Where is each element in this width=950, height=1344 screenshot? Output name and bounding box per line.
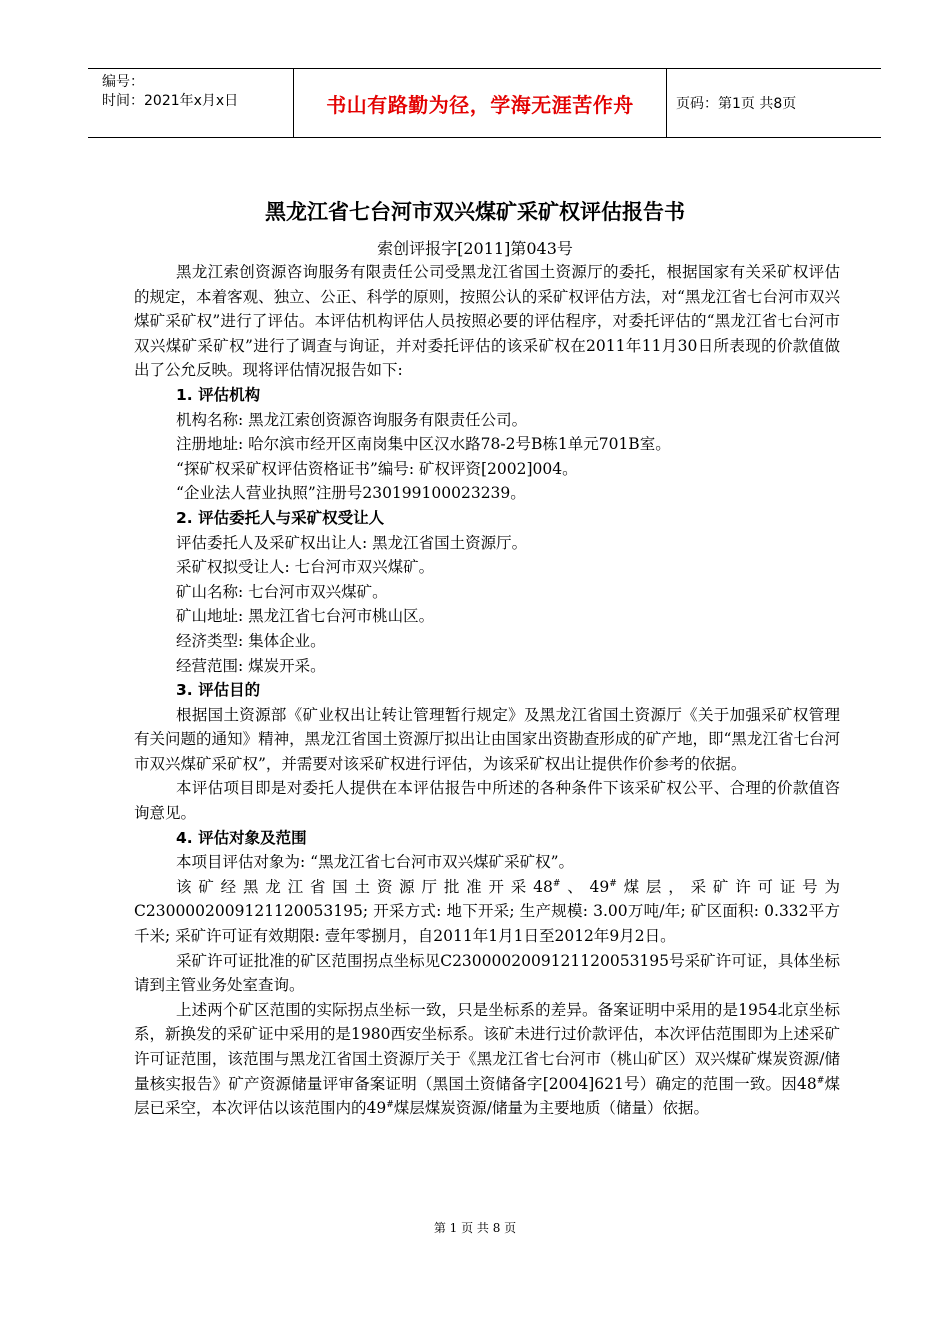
seam-mark: # [552, 878, 561, 889]
text-run: 煤层煤炭资源/储量为主要地质（储量）依据。 [393, 1099, 710, 1118]
seam-mark: # [816, 1075, 825, 1086]
body-paragraph [134, 875, 840, 949]
list-item: 采矿权拟受让人: 七台河市双兴煤矿。 [176, 558, 435, 577]
body-paragraph: 根据国土资源部《矿业权出让转让管理暂行规定》及黑龙江省国土资源厅《关于加强采矿权管理有关问题的通知》精神，黑龙江省国土资源厅拟出让由国家出资勘查形成的矿产地，即“黑龙江省七台河市双兴煤矿采矿权”，并需要对该采矿权进行评估，为该采矿权出让提供作价参考的依据。 [134, 705, 840, 773]
body-paragraph: 本评估项目即是对委托人提供在本评估报告中所述的各种条件下该采矿权公平、合理的价款值咨询意见。 [134, 779, 840, 823]
document-title: 黑龙江省七台河市双兴煤矿采矿权评估报告书 [265, 200, 685, 224]
list-item: “探矿权采矿权评估资格证书”编号: 矿权评资[2002]004。 [176, 459, 578, 478]
page-label: 页码：第1页 共8页 [676, 96, 797, 112]
motto: 书山有路勤为径，学海无涯苦作舟 [293, 69, 667, 137]
seam-mark: # [386, 1100, 394, 1111]
section-heading: 4. 评估对象及范围 [176, 828, 307, 847]
document-body [134, 260, 840, 1121]
text-run: 、49 [560, 877, 610, 896]
body-paragraph: 采矿许可证批准的矿区范围拐点坐标见C2300002009121120053195号采矿许可证，具体坐标请到主管业务处室查询。 [134, 951, 840, 995]
list-item: 经济类型: 集体企业。 [176, 631, 326, 650]
list-item: 注册地址: 哈尔滨市经开区南岗集中区汉水路78-2号B栋1单元701B室。 [176, 435, 671, 454]
text-run: 该矿经黑龙江省国土资源厅批准开采48 [176, 877, 553, 896]
seam-mark: # [609, 878, 617, 889]
list-item: 本项目评估对象为: “黑龙江省七台河市双兴煤矿采矿权”。 [176, 853, 574, 872]
list-item: 矿山名称: 七台河市双兴煤矿。 [176, 582, 388, 601]
text-run: 上述两个矿区范围的实际拐点坐标一致，只是坐标系的差异。备案证明中采用的是1954北京坐标系，新换发的采矿证中采用的是1980西安坐标系。该矿未进行过价款评估，本次评估范围即为上述采矿许可证范围，该范围与黑龙江省国土资源厅关于《黑龙江省七台河市（桃山矿区）双兴煤矿煤炭资源/储量核实报告》矿产资源储量评审备案证明（黑国土资储备字[2004]621号）确定的范围一致。因48 [134, 1000, 840, 1093]
text-run: 煤层，采矿许可证号为C2300002009121120053195; 开采方式: 地下开采; 生产规模: 3.00万吨/年; 矿区面积: 0.332平方千米; 采矿许可证有效期限: 壹年零捌月，自2011年1月1日至2012年9月2日。 [134, 877, 840, 946]
section-heading: 3. 评估目的 [176, 681, 261, 700]
header-meta [102, 73, 292, 111]
list-item: “企业法人营业执照”注册号230199100023239。 [176, 484, 526, 503]
number-label: 编号： [102, 74, 144, 90]
header-table [88, 68, 881, 138]
section-heading: 1. 评估机构 [176, 385, 261, 404]
list-item: 机构名称: 黑龙江索创资源咨询服务有限责任公司。 [176, 410, 528, 429]
section-heading: 2. 评估委托人与采矿权受让人 [176, 508, 385, 527]
list-item: 评估委托人及采矿权出让人: 黑龙江省国土资源厅。 [176, 533, 528, 552]
list-item: 经营范围: 煤炭开采。 [176, 656, 326, 675]
text-run: 煤层已采空，本次评估以该范围内的49 [134, 1074, 840, 1118]
time-label: 时间：2021年x月x日 [102, 93, 239, 109]
intro-paragraph: 黑龙江索创资源咨询服务有限责任公司受黑龙江省国土资源厅的委托，根据国家有关采矿权评估的规定，本着客观、独立、公正、科学的原则，按照公认的采矿权评估方法，对“黑龙江省七台河市双兴煤矿采矿权”进行了评估。本评估机构评估人员按照必要的评估程序，对委托评估的“黑龙江省七台河市双兴煤矿采矿权”进行了调查与询证，并对委托评估的该采矿权在2011年11月30日所表现的价款值做出了公允反映。现将评估情况报告如下: [134, 263, 840, 380]
body-paragraph [134, 998, 840, 1121]
page-footer: 第 1 页 共 8 页 [433, 1221, 517, 1235]
list-item: 矿山地址: 黑龙江省七台河市桃山区。 [176, 607, 435, 626]
reference-number: 索创评报字[2011]第043号 [377, 239, 573, 258]
